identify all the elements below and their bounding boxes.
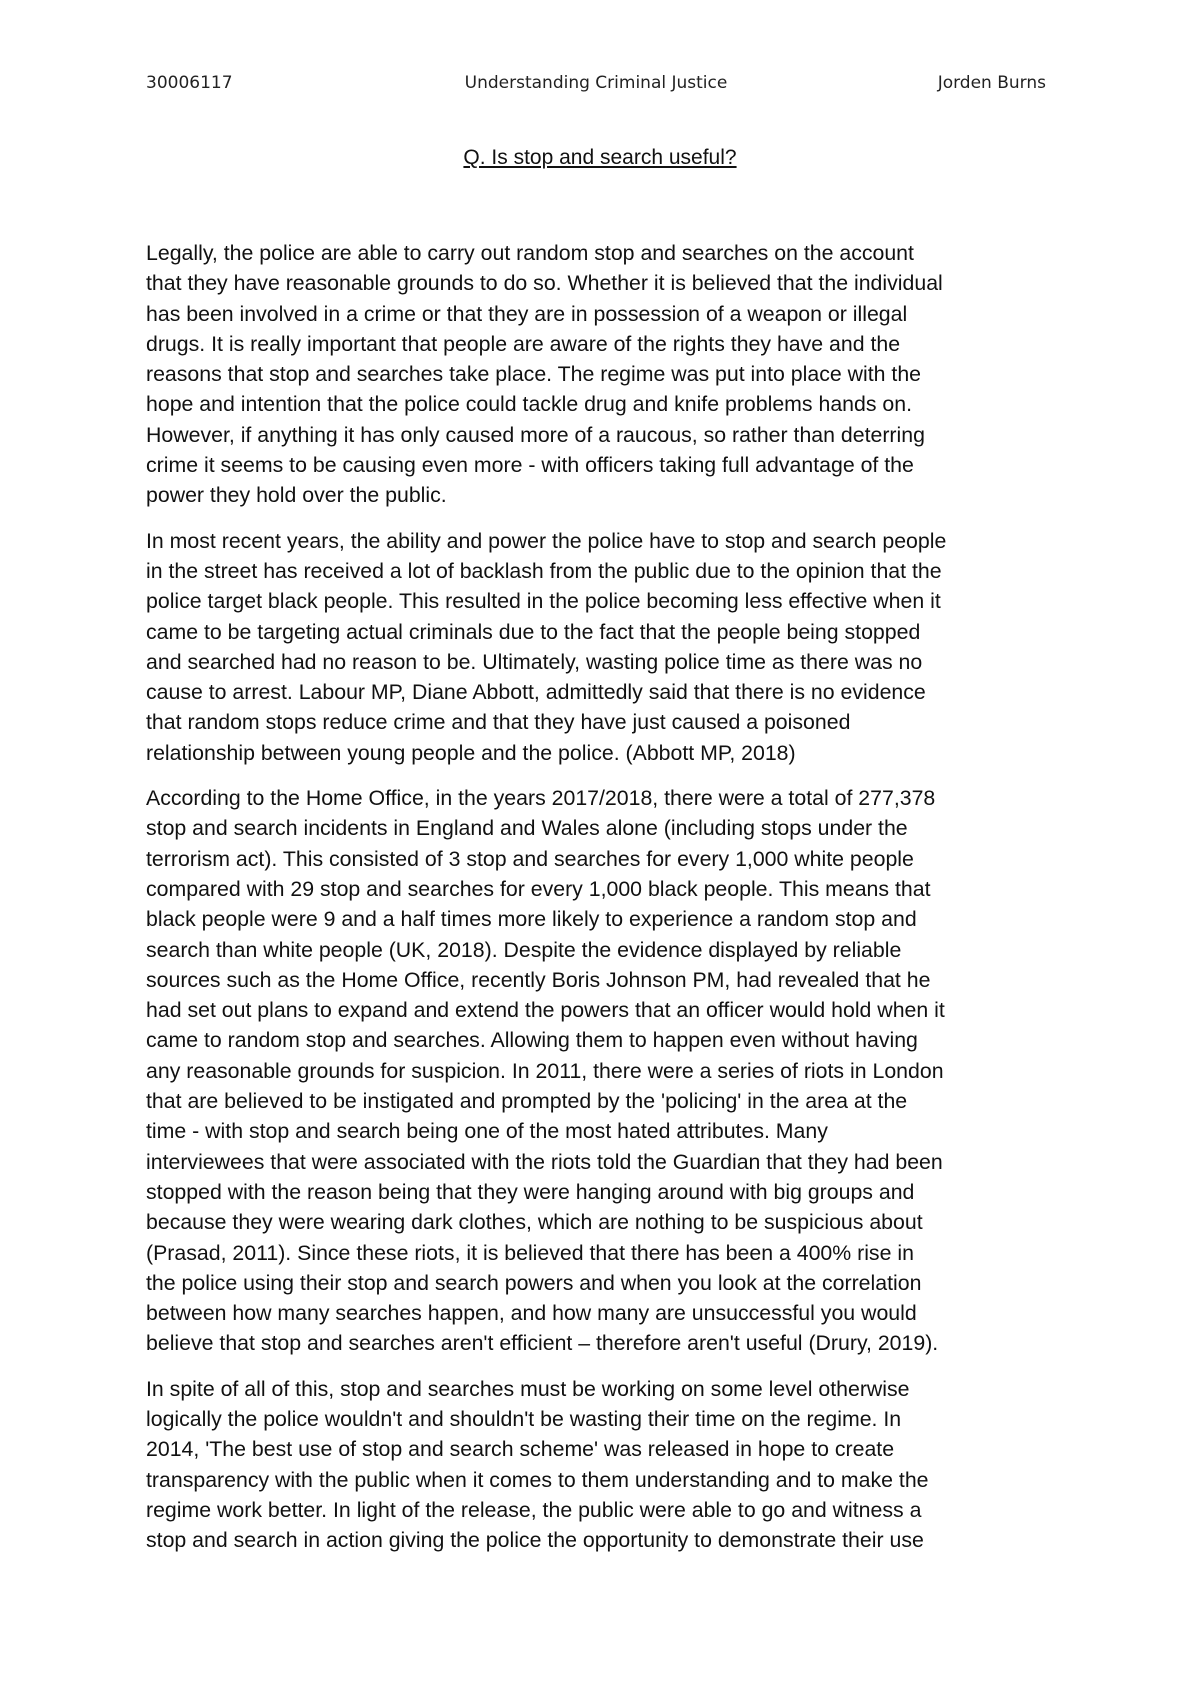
- paragraph-line: In most recent years, the ability and power the police have to stop and search people: [146, 528, 947, 553]
- paragraph-line: sources such as the Home Office, recently Boris Johnson PM, had revealed that he: [146, 967, 931, 992]
- paragraph-line: regime work better. In light of the release, the public were able to go and witness a: [146, 1497, 922, 1522]
- paragraph-line: According to the Home Office, in the years 2017/2018, there were a total of 277,378: [146, 786, 936, 811]
- paragraph: [146, 783, 1064, 1359]
- paragraph-line: logically the police wouldn't and shouldn't be wasting their time on the regime. In: [146, 1406, 902, 1431]
- paragraph-line: that are believed to be instigated and prompted by the 'policing' in the area at the: [146, 1089, 908, 1114]
- paragraph-line: hope and intention that the police could tackle drug and knife problems hands on.: [146, 392, 913, 417]
- paragraph-line: came to random stop and searches. Allowing them to happen even without having: [146, 1028, 918, 1053]
- paragraph-line: and searched had no reason to be. Ultimately, wasting police time as there was no: [146, 649, 923, 674]
- paragraph: [146, 526, 1064, 768]
- paragraph-line: between how many searches happen, and how many are unsuccessful you would: [146, 1301, 917, 1326]
- paragraph-line: However, if anything it has only caused more of a raucous, so rather than deterring: [146, 422, 925, 447]
- paragraph-line: 2014, 'The best use of stop and search scheme' was released in hope to create: [146, 1437, 895, 1462]
- header-student-id: 30006117: [146, 73, 233, 93]
- paragraph-line: search than white people (UK, 2018). Despite the evidence displayed by reliable: [146, 937, 902, 962]
- paragraph-line: Legally, the police are able to carry out random stop and searches on the account: [146, 241, 914, 265]
- essay-body: [146, 238, 1064, 1570]
- paragraph-line: had set out plans to expand and extend the powers that an officer would hold when it: [146, 998, 945, 1023]
- header-module-title: Understanding Criminal Justice: [464, 73, 728, 93]
- paragraph-line: black people were 9 and a half times more likely to experience a random stop and: [146, 907, 917, 932]
- paragraph-line: compared with 29 stop and searches for every 1,000 black people. This means that: [146, 876, 931, 901]
- paragraph-line: reasons that stop and searches take place. The regime was put into place with the: [146, 362, 922, 387]
- paragraph-line: (Prasad, 2011). Since these riots, it is believed that there has been a 400% rise in: [146, 1240, 914, 1265]
- paragraph-line: terrorism act). This consisted of 3 stop and searches for every 1,000 white people: [146, 846, 914, 871]
- paragraph-line: time - with stop and search being one of the most hated attributes. Many: [146, 1119, 828, 1144]
- paragraph-line: stopped with the reason being that they were hanging around with big groups and: [146, 1179, 915, 1204]
- header-author: Jorden Burns: [937, 73, 1046, 93]
- paragraph-line: In spite of all of this, stop and searches must be working on some level otherwise: [146, 1376, 910, 1401]
- paragraph-line: the police using their stop and search powers and when you look at the correlation: [146, 1270, 922, 1295]
- paragraph-line: came to be targeting actual criminals due to the fact that the people being stopped: [146, 619, 921, 644]
- paragraph-line: power they hold over the public.: [146, 483, 447, 508]
- paragraph-line: in the street has received a lot of backlash from the public due to the opinion that the: [146, 558, 942, 583]
- paragraph-line: transparency with the public when it comes to them understanding and to make the: [146, 1467, 929, 1492]
- page-header: [146, 73, 1046, 103]
- paragraph: [146, 1374, 1064, 1556]
- paragraph-line: because they were wearing dark clothes, which are nothing to be suspicious about: [146, 1210, 923, 1235]
- paragraph-line: that they have reasonable grounds to do so. Whether it is believed that the individual: [146, 271, 943, 296]
- paragraph-line: crime it seems to be causing even more - with officers taking full advantage of the: [146, 453, 914, 478]
- paragraph-line: drugs. It is really important that people are aware of the rights they have and the: [146, 331, 901, 356]
- paragraph-line: interviewees that were associated with the riots told the Guardian that they had been: [146, 1149, 943, 1174]
- question-title: Q. Is stop and search useful?: [463, 146, 737, 169]
- paragraph-line: stop and search in action giving the police the opportunity to demonstrate their use: [146, 1528, 924, 1553]
- paragraph-line: believe that stop and searches aren't efficient – therefore aren't useful (Drury, 2019).: [146, 1331, 939, 1356]
- paragraph-line: cause to arrest. Labour MP, Diane Abbott, admittedly said that there is no evidence: [146, 680, 926, 705]
- paragraph-line: has been involved in a crime or that they are in possession of a weapon or illegal: [146, 301, 908, 326]
- paragraph: [146, 238, 1064, 511]
- paragraph-line: that random stops reduce crime and that they have just caused a poisoned: [146, 710, 851, 735]
- paragraph-line: any reasonable grounds for suspicion. In 2011, there were a series of riots in London: [146, 1058, 944, 1083]
- paragraph-line: stop and search incidents in England and Wales alone (including stops under the: [146, 816, 908, 841]
- paragraph-line: police target black people. This resulted in the police becoming less effective when it: [146, 589, 941, 614]
- paragraph-line: relationship between young people and the police. (Abbott MP, 2018): [146, 740, 796, 765]
